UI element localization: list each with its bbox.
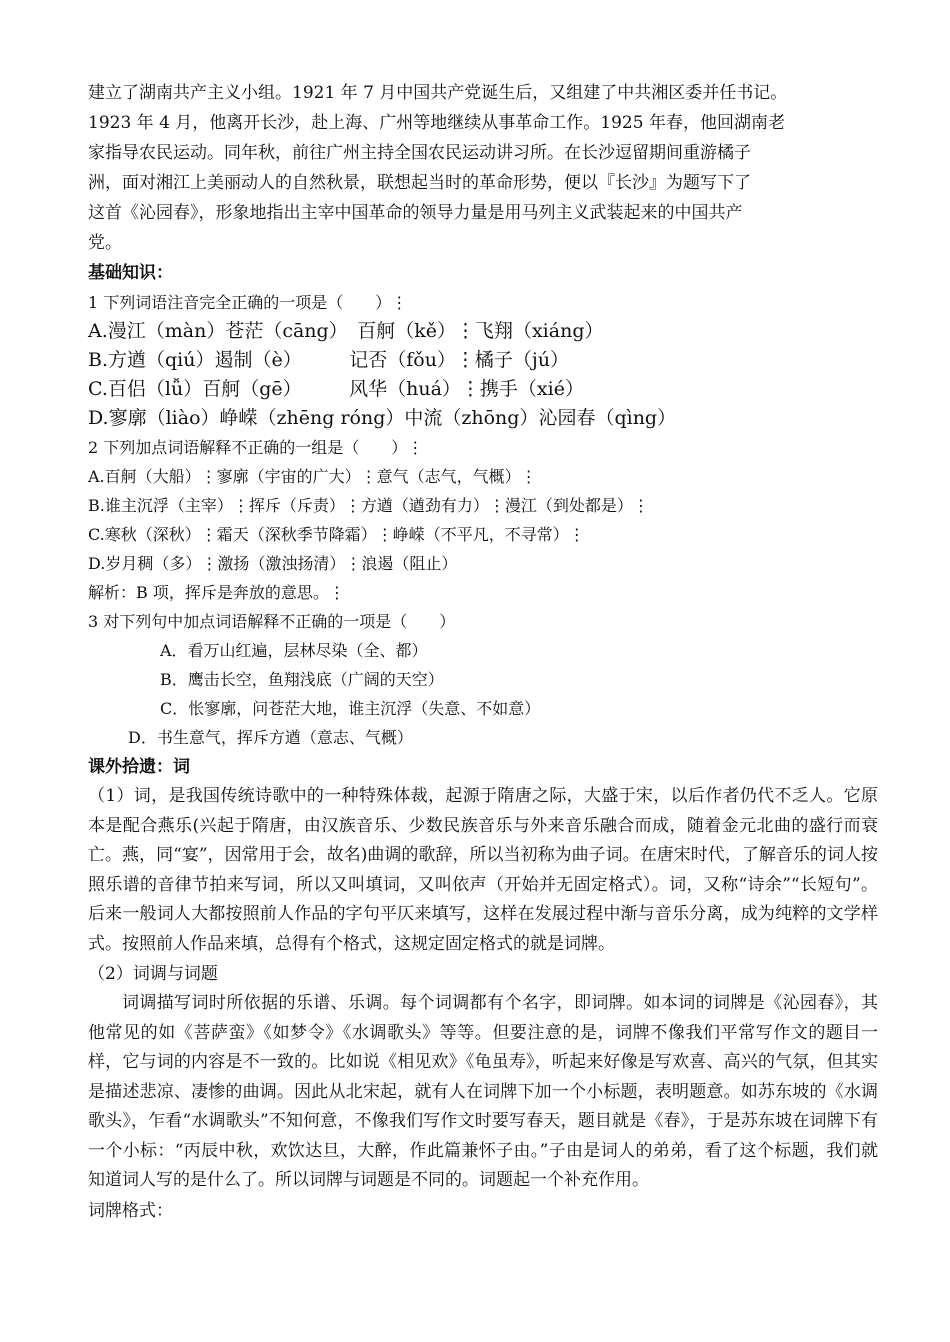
question-2-option: B.谁主沉浮（主宰）⋮挥斥（斥责）⋮方遒（遒劲有力）⋮漫江（到处都是）⋮: [88, 496, 649, 515]
extra-section-2: 词调描写词时所依据的乐谱、乐调。每个词调都有个名字，即词牌。如本词的词牌是《沁园春》，其他常见的如《菩萨蛮》《如梦令》《水调歌头》等等。但要注意的是，词牌不像我们平常写作文的题目一样，它与词的内容是不一致的。比如说《相见欢》《龟虽寿》，听起来好像是写欢喜、高兴的气氛，但其实是描述悲凉、凄惨的曲调。因此从北宋起，就有人在词牌下加一个小标题，表明题意。如苏东坡的《水调歌头》，乍看“水调歌头”不知何意，不像我们写作文时要写春天，题目就是《春》，于是苏东坡在词牌下有一个小标：“丙辰中秋，欢饮达旦，大醉，作此篇兼怀子由。”子由是词人的弟弟，看了这个标题，我们就知道词人写的是什么了。所以词牌与词题是不同的。词题起一个补充作用。: [88, 993, 878, 1190]
section-heading-basics: 基础知识：: [88, 263, 173, 283]
section-heading-extra: 课外拾遗：词: [88, 757, 190, 777]
intro-line: 建立了湖南共产主义小组。1921 年 7 月中国共产党诞生后，又组建了中共湘区委并任书记。: [88, 83, 788, 103]
question-3-option: A．看万山红遍，层林尽染（全、都）: [160, 641, 428, 660]
intro-line: 这首《沁园春》，形象地指出主宰中国革命的领导力量是用马列主义武装起来的中国共产: [88, 203, 743, 223]
question-3-option: C．怅寥廓，问苍茫大地，谁主沉浮（失意、不如意）: [160, 699, 541, 718]
question-1-option: A.漫江（màn）苍茫（cāng） 百舸（kě）⋮飞翔（xiáng）: [88, 320, 604, 342]
extra-section-1: （1）词，是我国传统诗歌中的一种特殊体裁，起源于隋唐之际，大盛于宋，以后作者仍代不乏人。它原本是配合燕乐(兴起于隋唐，由汉族音乐、少数民族音乐与外来音乐融合而成，随着金元北曲的盛行而衰亡。燕，同“宴”，因常用于会，故名)曲调的歌辞，所以当初称为曲子词。在唐宋时代，了解音乐的词人按照乐谱的音律节拍来写词，所以又叫填词，又叫依声（开始并无固定格式）。词，又称“诗余”“长短句”。后来一般词人大都按照前人作品的字句平仄来填写，这样在发展过程中渐与音乐分离，成为纯粹的文学样式。按照前人作品来填，总得有个格式，这规定固定格式的就是词牌。: [88, 786, 878, 954]
question-2-stem: 2 下列加点词语解释不正确的一组是（ ）⋮: [88, 438, 424, 457]
question-1-stem: 1 下列词语注音完全正确的一项是（ ）⋮: [88, 293, 408, 312]
question-1-option: D.寥廓（liào）峥嵘（zhēng róng）中流（zhōng）沁园春（qìng）: [88, 407, 677, 429]
question-2-option: A.百舸（大船）⋮寥廓（宇宙的广大）⋮意气（志气，气概）⋮: [88, 467, 537, 486]
question-3-option: D．书生意气，挥斥方遒（意志、气概）: [128, 728, 413, 747]
intro-line: 党。: [88, 233, 122, 253]
question-1-option: C.百侣（lǚ）百舸（gē） 风华（huá）⋮携手（xié）: [88, 378, 584, 400]
question-2-option: D.岁月稠（多）⋮激扬（激浊扬清）⋮浪遏（阻止）: [88, 554, 458, 573]
question-3-stem: 3 对下列句中加点词语解释不正确的一项是（ ）: [88, 612, 456, 631]
extra-section-2-title: （2）词调与词题: [88, 964, 218, 984]
intro-line: 洲，面对湘江上美丽动人的自然秋景，联想起当时的革命形势，便以『长沙』为题写下了: [88, 173, 751, 193]
question-2-analysis: 解析：B 项，挥斥是奔放的意思。⋮: [88, 583, 345, 602]
intro-line: 家指导农民运动。同年秋，前往广州主持全国农民运动讲习所。在长沙逗留期间重游橘子: [88, 143, 751, 163]
intro-line: 1923 年 4 月，他离开长沙，赴上海、广州等地继续从事革命工作。1925 年春，他回湖南老: [88, 113, 785, 133]
format-label: 词牌格式：: [88, 1200, 173, 1221]
question-2-option: C.寒秋（深秋）⋮霜天（深秋季节降霜）⋮峥嵘（不平凡，不寻常）⋮: [88, 525, 585, 544]
question-3-option: B．鹰击长空，鱼翔浅底（广阔的天空）: [160, 670, 444, 689]
document-page: [88, 78, 878, 1226]
question-1-option: B.方遒（qiú）遏制（è） 记否（fǒu）⋮橘子（jú）: [88, 349, 570, 371]
